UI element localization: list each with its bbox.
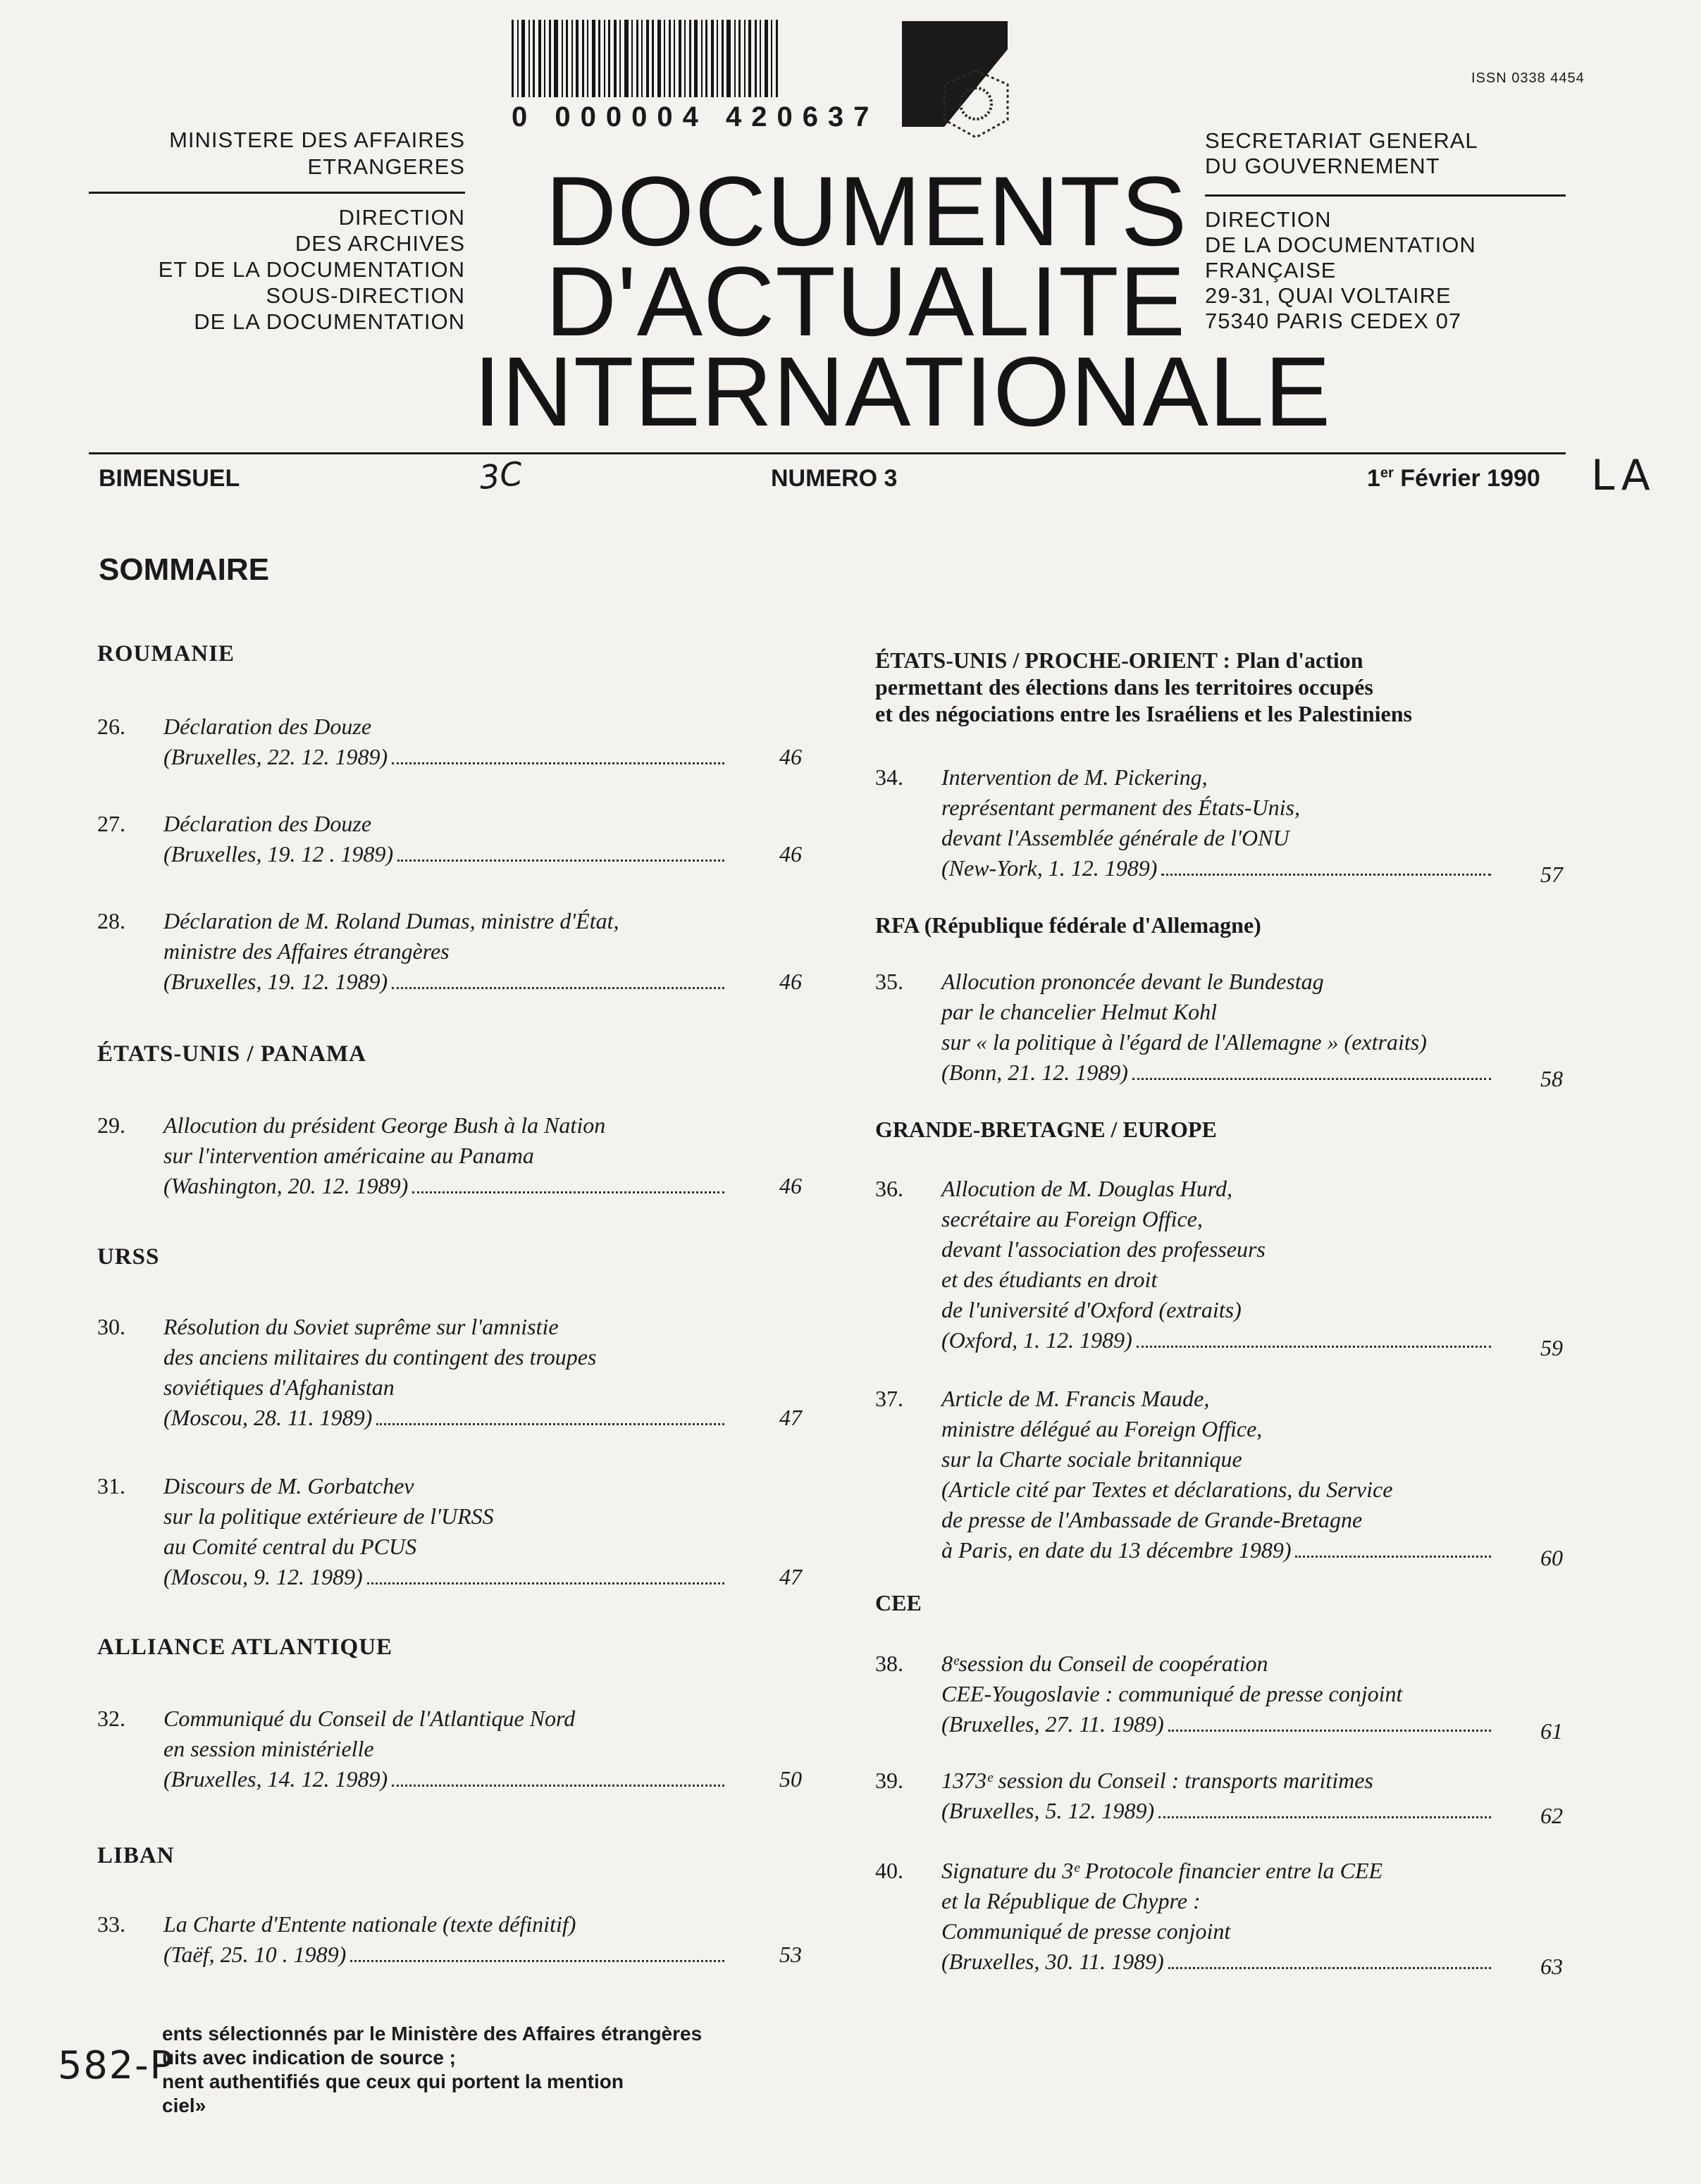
barcode-bar xyxy=(549,20,551,97)
barcode-bar xyxy=(592,20,595,97)
item-number: 26. xyxy=(97,714,125,739)
logo-dark-wedge xyxy=(902,21,1008,127)
item-source: (Taëf, 25. 10 . 1989) xyxy=(163,1942,347,1967)
toc-item-29 xyxy=(97,1110,802,1202)
sec-direction-line-3: FRANÇAISE xyxy=(1205,258,1337,283)
barcode-bar xyxy=(657,20,661,97)
barcode-bar xyxy=(744,20,746,97)
item-line: Déclaration de M. Roland Dumas, ministre d'État, xyxy=(163,908,619,933)
item-page: 57 xyxy=(1540,862,1563,887)
item-page: 58 xyxy=(1540,1066,1563,1091)
secretariat-direction xyxy=(1205,207,1600,334)
barcode-bar xyxy=(554,20,558,97)
dot-leader xyxy=(367,1582,724,1584)
toc-item-38 xyxy=(875,1649,1563,1747)
item-source: à Paris, en date du 13 décembre 1989) xyxy=(941,1537,1292,1563)
footer-line: nent authentifiés que ceux qui portent la mention xyxy=(162,2071,624,2092)
section-line: CEE xyxy=(875,1590,922,1615)
item-line: ministre délégué au Foreign Office, xyxy=(941,1416,1263,1441)
direction-line-1: DIRECTION xyxy=(338,205,465,230)
barcode-bar xyxy=(646,20,649,97)
item-source: (Moscou, 9. 12. 1989) xyxy=(163,1564,363,1589)
item-line: Discours de M. Gorbatchev xyxy=(163,1473,414,1499)
item-line: ministre des Affaires étrangères xyxy=(163,938,450,964)
dot-leader xyxy=(350,1960,724,1962)
barcode-bar xyxy=(711,20,714,97)
toc-item-27 xyxy=(97,809,802,872)
item-line: Déclaration des Douze xyxy=(163,714,372,739)
item-line: Article de M. Francis Maude, xyxy=(941,1386,1210,1411)
item-number: 30. xyxy=(97,1314,125,1339)
item-source: (Washington, 20. 12. 1989) xyxy=(163,1173,409,1198)
section-liban: LIBAN xyxy=(97,1843,175,1868)
footer-line: uits avec indication de source ; xyxy=(162,2047,457,2068)
item-number: 29. xyxy=(97,1112,125,1138)
dot-leader xyxy=(392,762,724,764)
barcode-bar xyxy=(624,20,629,97)
barcode-bar xyxy=(608,20,610,97)
item-page: 62 xyxy=(1540,1803,1563,1828)
ministry-direction xyxy=(70,204,465,335)
item-line: 8ᵉsession du Conseil de coopération xyxy=(941,1651,1268,1676)
barcode-bar xyxy=(760,20,761,97)
barcode-bar xyxy=(566,20,568,97)
barcode-bar xyxy=(717,20,718,97)
item-source: (Oxford, 1. 12. 1989) xyxy=(941,1327,1132,1353)
barcode-bar xyxy=(517,20,519,97)
section-line: ÉTATS-UNIS / PROCHE-ORIENT : Plan d'action xyxy=(875,647,1363,673)
item-source: (Bruxelles, 22. 12. 1989) xyxy=(163,744,388,769)
item-line: Allocution de M. Douglas Hurd, xyxy=(941,1176,1232,1201)
item-page: 60 xyxy=(1540,1545,1563,1570)
item-line: sur la politique extérieure de l'URSS xyxy=(163,1503,494,1529)
toc-item-28 xyxy=(97,906,802,998)
dot-leader xyxy=(376,1423,724,1425)
barcode-bar xyxy=(755,20,757,97)
toc-item-40 xyxy=(875,1856,1563,1983)
item-line: et des étudiants en droit xyxy=(941,1267,1158,1292)
section-alliance-atlantique: ALLIANCE ATLANTIQUE xyxy=(97,1634,393,1660)
item-line: 1373ᵉ session du Conseil : transports maritimes xyxy=(941,1768,1373,1793)
dot-leader xyxy=(1168,1967,1491,1969)
barcode-bar xyxy=(521,20,525,97)
barcode-bar xyxy=(726,20,731,97)
item-line: sur l'intervention américaine au Panama xyxy=(163,1143,534,1168)
secretariat-line-1: SECRETARIAT GENERAL xyxy=(1205,128,1478,153)
ministry-line-2: ETRANGERES xyxy=(307,154,465,179)
item-source: (New-York, 1. 12. 1989) xyxy=(941,855,1158,881)
section-cee xyxy=(875,1589,1552,1616)
barcode-bar xyxy=(587,20,588,97)
issue-date xyxy=(1367,465,1540,492)
secretariat-header xyxy=(1205,128,1600,179)
barcode-bar xyxy=(571,20,573,97)
barcode-bar xyxy=(669,20,671,97)
section-line: RFA (République fédérale d'Allemagne) xyxy=(875,912,1261,938)
item-page: 59 xyxy=(1540,1335,1563,1360)
item-number: 39. xyxy=(875,1768,903,1793)
issue-number: NUMERO 3 xyxy=(771,465,898,492)
barcode-bar xyxy=(562,20,563,97)
item-line: (Article cité par Textes et déclarations, du Service xyxy=(941,1477,1393,1502)
publisher-logo xyxy=(902,21,1022,155)
item-number: 31. xyxy=(97,1473,125,1499)
right-header-rule xyxy=(1205,194,1566,197)
item-line: de l'université d'Oxford (extraits) xyxy=(941,1297,1242,1322)
item-line: représentant permanent des États-Unis, xyxy=(941,795,1300,820)
barcode-bar xyxy=(689,20,691,97)
item-line: Résolution du Soviet suprême sur l'amnistie xyxy=(163,1314,559,1339)
item-source: (Bruxelles, 5. 12. 1989) xyxy=(941,1798,1155,1823)
barcode-bar xyxy=(705,20,707,97)
frequency: BIMENSUEL xyxy=(99,465,240,492)
item-line: Intervention de M. Pickering, xyxy=(941,764,1208,790)
item-number: 40. xyxy=(875,1858,903,1883)
sec-direction-line-5: 75340 PARIS CEDEX 07 xyxy=(1205,309,1462,333)
item-line: soviétiques d'Afghanistan xyxy=(163,1375,395,1400)
barcode-number: 0 000004 420637 xyxy=(512,101,879,132)
barcode xyxy=(512,20,906,133)
direction-line-4: SOUS-DIRECTION xyxy=(266,283,465,308)
dot-leader xyxy=(412,1191,724,1193)
item-line: Allocution du président George Bush à la Nation xyxy=(163,1112,606,1138)
barcode-bar xyxy=(734,20,736,97)
barcode-bar xyxy=(722,20,724,97)
item-number: 37. xyxy=(875,1386,903,1411)
item-line: Communiqué de presse conjoint xyxy=(941,1918,1231,1944)
item-line: sur « la politique à l'égard de l'Allemagne » (extraits) xyxy=(941,1029,1427,1055)
dot-leader xyxy=(1158,1816,1491,1818)
barcode-bar xyxy=(765,20,768,97)
item-line: devant l'association des professeurs xyxy=(941,1236,1266,1262)
sec-direction-line-1: DIRECTION xyxy=(1205,207,1332,232)
toc-item-39 xyxy=(875,1766,1563,1836)
toc-item-32 xyxy=(97,1704,802,1795)
section-etats-unis-proche-orient xyxy=(875,647,1552,727)
barcode-bar xyxy=(748,20,751,97)
item-number: 35. xyxy=(875,969,903,994)
date-rest: Février 1990 xyxy=(1393,465,1540,492)
barcode-bar xyxy=(533,20,535,97)
item-source: (Bruxelles, 30. 11. 1989) xyxy=(941,1949,1164,1974)
barcode-bar xyxy=(679,20,681,97)
barcode-bar xyxy=(631,20,633,97)
section-grande-bretagne-europe xyxy=(875,1116,1552,1143)
item-line: au Comité central du PCUS xyxy=(163,1534,417,1559)
item-page: 46 xyxy=(779,969,802,994)
ministry-header xyxy=(70,127,465,180)
barcode-bar xyxy=(636,20,638,97)
toc-item-37 xyxy=(875,1384,1563,1570)
handwritten-mark: 3C xyxy=(477,454,525,497)
barcode-bar xyxy=(641,20,643,97)
title-line-3: INTERNATIONALE xyxy=(474,336,1332,447)
section-line: GRANDE-BRETAGNE / EUROPE xyxy=(875,1117,1217,1142)
section-rfa xyxy=(875,912,1552,938)
item-number: 32. xyxy=(97,1706,125,1731)
item-line: Signature du 3ᵉ Protocole financier entre la CEE xyxy=(941,1858,1383,1883)
date-day: 1 xyxy=(1367,465,1380,492)
barcode-bar xyxy=(604,20,605,97)
barcode-bar xyxy=(771,20,772,97)
dot-leader xyxy=(397,860,724,862)
item-number: 36. xyxy=(875,1176,903,1201)
barcode-bar xyxy=(664,20,665,97)
toc-item-26 xyxy=(97,712,802,775)
barcode-bar xyxy=(694,20,698,97)
barcode-bar xyxy=(582,20,584,97)
item-source: (Moscou, 28. 11. 1989) xyxy=(163,1405,373,1430)
ministry-line-1: MINISTERE DES AFFAIRES xyxy=(169,128,465,152)
item-line: des anciens militaires du contingent des troupes xyxy=(163,1344,597,1370)
dot-leader xyxy=(1161,874,1491,876)
toc-item-35 xyxy=(875,967,1563,1091)
barcode-bar xyxy=(598,20,600,97)
barcode-bar xyxy=(576,20,579,97)
barcode-bar xyxy=(674,20,675,97)
toc-item-33 xyxy=(97,1909,802,1973)
toc-item-31 xyxy=(97,1471,802,1592)
info-bar-top-rule xyxy=(89,452,1566,454)
barcode-bar xyxy=(738,20,741,97)
barcode-bar xyxy=(614,20,617,97)
footer-note xyxy=(162,2022,796,2118)
item-line: en session ministérielle xyxy=(163,1736,374,1761)
section-urss: URSS xyxy=(97,1244,160,1270)
item-line: La Charte d'Entente nationale (texte définitif) xyxy=(163,1911,576,1937)
barcode-bar xyxy=(776,20,778,97)
item-page: 46 xyxy=(779,841,802,867)
footer-line: ents sélectionnés par le Ministère des Affaires étrangères xyxy=(162,2023,703,2045)
item-line: CEE-Yougoslavie : communiqué de presse conjoint xyxy=(941,1681,1403,1706)
item-line: par le chancelier Helmut Kohl xyxy=(941,999,1218,1024)
direction-line-2: DES ARCHIVES xyxy=(295,231,465,256)
barcode-bar xyxy=(619,20,621,97)
item-number: 33. xyxy=(97,1911,125,1937)
direction-line-3: ET DE LA DOCUMENTATION xyxy=(158,257,465,282)
item-number: 38. xyxy=(875,1651,903,1676)
dot-leader xyxy=(392,1785,724,1787)
item-number: 34. xyxy=(875,764,903,790)
item-source: (Bruxelles, 14. 12. 1989) xyxy=(163,1766,388,1792)
item-line: sur la Charte sociale britannique xyxy=(941,1446,1242,1472)
item-line: Communiqué du Conseil de l'Atlantique Nord xyxy=(163,1706,576,1731)
toc-item-36 xyxy=(875,1174,1563,1360)
item-page: 46 xyxy=(779,744,802,769)
dot-leader xyxy=(1168,1730,1491,1732)
barcode-bar xyxy=(652,20,654,97)
handwritten-initials: LA xyxy=(1591,451,1656,500)
item-page: 63 xyxy=(1540,1954,1563,1979)
footer-line: ciel» xyxy=(162,2095,206,2116)
barcode-bar xyxy=(538,20,541,97)
item-page: 47 xyxy=(779,1405,802,1430)
title-line-2: D'ACTUALITE xyxy=(545,246,1186,356)
handwritten-code: 582-P xyxy=(58,2043,175,2087)
secretariat-line-2: DU GOUVERNEMENT xyxy=(1205,154,1440,178)
barcode-bar xyxy=(528,20,530,97)
item-source: (Bruxelles, 19. 12. 1989) xyxy=(163,969,388,994)
dot-leader xyxy=(1295,1556,1491,1558)
barcode-bar xyxy=(544,20,545,97)
item-page: 46 xyxy=(779,1173,802,1198)
dot-leader xyxy=(1137,1346,1491,1348)
item-number: 27. xyxy=(97,811,125,836)
dot-leader xyxy=(1132,1078,1491,1080)
item-line: de presse de l'Ambassade de Grande-Bretagne xyxy=(941,1507,1363,1532)
toc-item-30 xyxy=(97,1312,802,1433)
item-source: (Bonn, 21. 12. 1989) xyxy=(941,1060,1128,1085)
item-source: (Bruxelles, 27. 11. 1989) xyxy=(941,1711,1164,1737)
section-line: et des négociations entre les Israéliens et les Palestiniens xyxy=(875,701,1412,726)
section-etats-unis-panama: ÉTATS-UNIS / PANAMA xyxy=(97,1041,367,1067)
item-page: 50 xyxy=(779,1766,802,1792)
left-header-rule xyxy=(89,192,465,194)
barcode-bar xyxy=(684,20,686,97)
section-line: permettant des élections dans les territoires occupés xyxy=(875,674,1373,700)
item-number: 28. xyxy=(97,908,125,933)
sec-direction-line-2: DE LA DOCUMENTATION xyxy=(1205,232,1476,257)
barcode-bar xyxy=(512,20,514,97)
item-line: secrétaire au Foreign Office, xyxy=(941,1206,1203,1231)
item-line: Allocution prononcée devant le Bundestag xyxy=(941,969,1324,994)
section-roumanie: ROUMANIE xyxy=(97,641,235,666)
item-line: Déclaration des Douze xyxy=(163,811,372,836)
dot-leader xyxy=(392,987,724,989)
item-page: 47 xyxy=(779,1564,802,1589)
issn: ISSN 0338 4454 xyxy=(1471,70,1585,86)
barcode-bars xyxy=(512,20,906,97)
item-line: et la République de Chypre : xyxy=(941,1888,1201,1913)
sommaire-title: SOMMAIRE xyxy=(99,552,269,587)
toc-item-34 xyxy=(875,762,1563,887)
item-page: 53 xyxy=(779,1942,802,1967)
title-line-1: DOCUMENTS xyxy=(545,156,1188,266)
item-page: 61 xyxy=(1540,1718,1563,1744)
item-line: devant l'Assemblée générale de l'ONU xyxy=(941,825,1289,850)
sec-direction-line-4: 29-31, QUAI VOLTAIRE xyxy=(1205,283,1452,308)
date-day-suffix: er xyxy=(1380,465,1394,481)
direction-line-5: DE LA DOCUMENTATION xyxy=(194,309,465,334)
item-source: (Bruxelles, 19. 12 . 1989) xyxy=(163,841,394,867)
barcode-bar xyxy=(701,20,703,97)
